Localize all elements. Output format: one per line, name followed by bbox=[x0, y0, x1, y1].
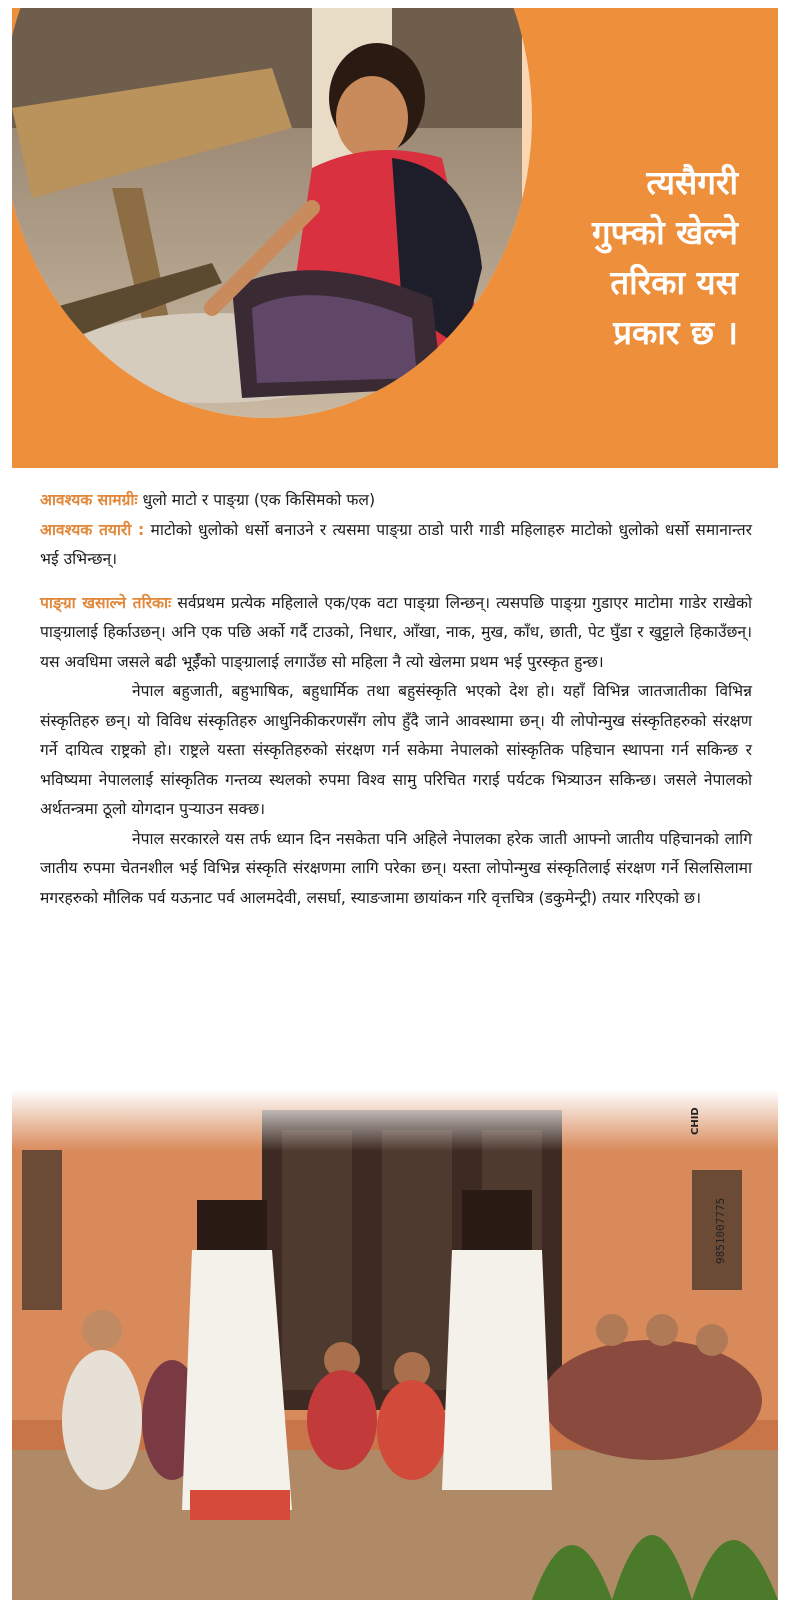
photo-woman-circle bbox=[12, 8, 532, 418]
credit-block bbox=[690, 1080, 730, 1270]
banner-heading bbox=[498, 158, 738, 358]
top-banner bbox=[12, 8, 778, 468]
heading-line: त्यसैगरी bbox=[646, 163, 738, 202]
method-paragraph bbox=[40, 589, 752, 678]
studio-logo: CHID bbox=[690, 1107, 701, 1135]
materials-label: आवश्यक सामग्रीः bbox=[40, 491, 138, 509]
materials-text: धुलो माटो र पाङ्ग्रा (एक किसिमको फल) bbox=[142, 491, 376, 509]
government-paragraph: नेपाल सरकारले यस तर्फ ध्यान दिन नसकेता पनि अहिले नेपालका हरेक जाती आफ्नो जातीय पहिचानको लागि जातीय रुपमा चेतनशील भई विभिन्न संस्कृति संरक्षणमा लागि परेका छन्। यस्ता लोपोन्मुख संस्कृतिलाई संरक्षण गर्ने सिलसिलामा मगरहरुको मौलिक पर्व यऊनाट पर्व आलमदेवी, लसर्घा, स्याङजामा छायांकन गरि वृत्तचित्र (डकुमेन्ट्री) तयार गरिएको छ। bbox=[40, 829, 752, 907]
prep-label: आवश्यक तयारी : bbox=[40, 520, 145, 539]
woman-crushing-soil-photo bbox=[12, 8, 522, 418]
festival-dance-photo bbox=[12, 1090, 778, 1600]
culture-paragraph: नेपाल बहुजाती, बहुभाषिक, बहुधार्मिक तथा बहुसंस्कृति भएको देश हो। यहाँ विभिन्न जातजातीका विभिन्न संस्कृतिहरु छन्। यो विविध संस्कृतिहरु आधुनिकीकरणसँग लोप हुँदै जाने आवस्थामा छन्। यी लोपोन्मुख संस्कृतिहरुको संरक्षण गर्ने दायित्व राष्ट्रको हो। राष्ट्रले यस्ता संस्कृतिहरुको संरक्षण गर्न सकेमा नेपालको सांस्कृतिक पहिचान स्थापना गर्न सकिन्छ र भविष्यमा नेपाललाई सांस्कृतिक गन्तव्य स्थलको रुपमा विश्व सामु परिचित गराई पर्यटक भित्र्याउन सकिन्छ। जसले नेपालको अर्थतन्त्रमा ठूलो योगदान पुऱ्याउन सक्छ। bbox=[40, 682, 752, 818]
heading-line: प्रकार छ । bbox=[613, 313, 738, 352]
method-text: सर्वप्रथम प्रत्येक महिलाले एक/एक वटा पाङ्ग्रा लिन्छन्। त्यसपछि पाङ्ग्रा गुडाएर माटोमा गाडेर राखेको पाङ्ग्रालाई हिर्काउछन्। अनि एक पछि अर्को गर्दै टाउको, निधार, आँखा, नाक, मुख, काँध, छाती, पेट घुँडा र खुट्टाले हिकाउँछन्। यस अवधिमा जसले बढी भूईँको पाङ्ग्रालाई लगाउँछ सो महिला नै त्यो खेलमा प्रथम भई पुरस्कृत हुन्छ। bbox=[40, 593, 752, 671]
heading-line: गुफ्को खेल्ने bbox=[592, 213, 738, 252]
materials-paragraph bbox=[40, 486, 752, 516]
prep-paragraph bbox=[40, 516, 752, 575]
phone-number: 9851007775 bbox=[714, 1197, 727, 1264]
body-text bbox=[40, 486, 752, 913]
heading-line: तरिका यस bbox=[610, 263, 738, 302]
prep-text: माटोको धुलोको धर्सो बनाउने र त्यसमा पाङ्ग्रा ठाडो पारी गाडी महिलाहरु माटोको धुलोको धर्सो समानान्तर भई उभिन्छन्। bbox=[40, 520, 752, 568]
method-label: पाङ्ग्रा खसाल्ने तरिकाः bbox=[40, 593, 172, 612]
dance-photo bbox=[12, 1090, 778, 1600]
